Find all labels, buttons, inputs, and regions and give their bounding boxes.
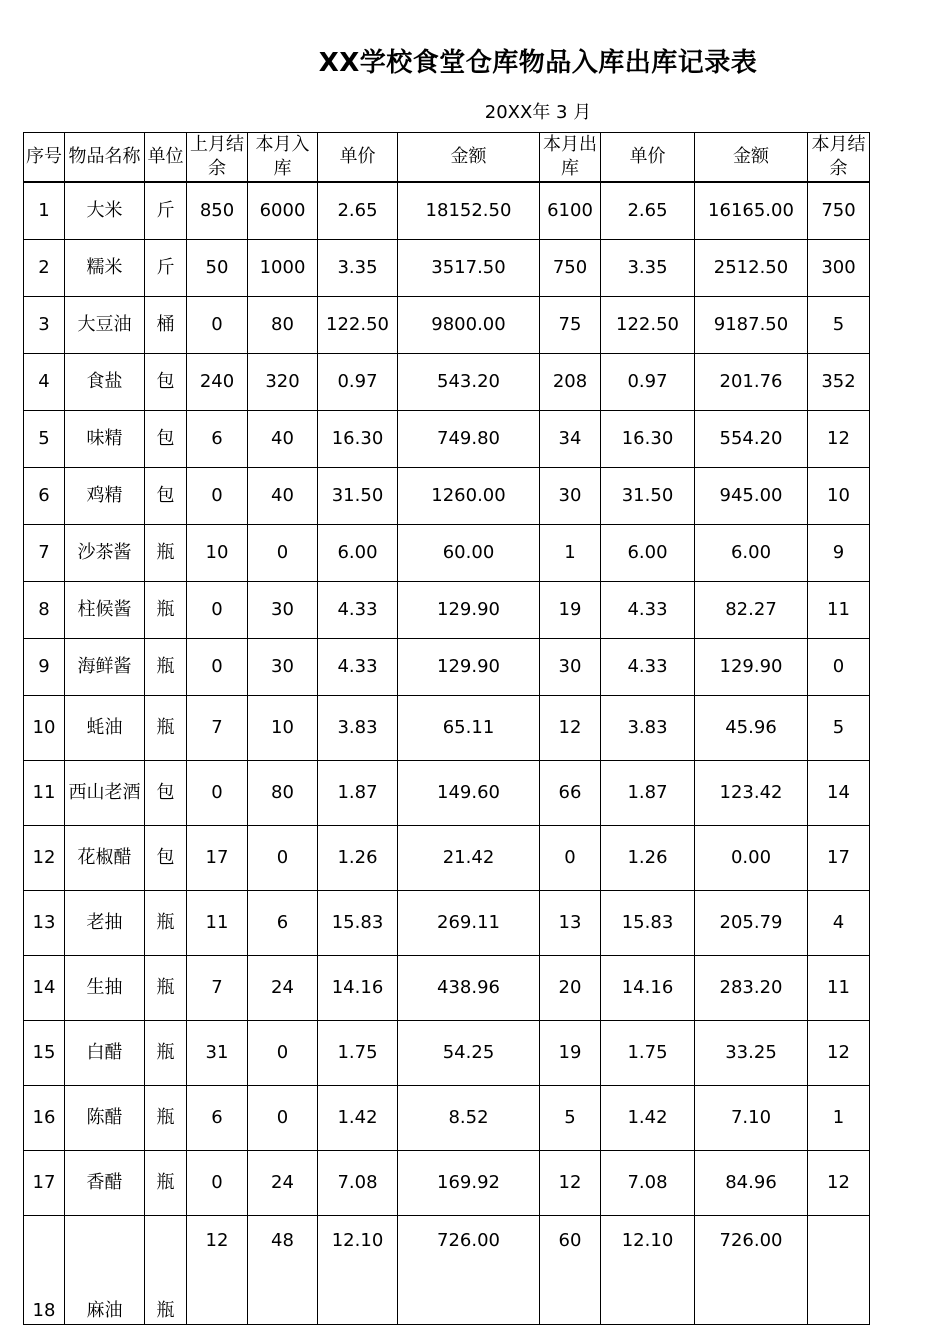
cell-stock-in: 10: [248, 696, 318, 761]
cell-index: 11: [24, 761, 65, 826]
cell-stock-out: 208: [540, 354, 601, 411]
cell-unit: 瓶: [145, 1021, 187, 1086]
cell-stock-in: 40: [248, 468, 318, 525]
cell-index: 8: [24, 582, 65, 639]
cell-out-unit-price: 3.35: [601, 240, 695, 297]
cell-last-month-balance: 17: [187, 826, 248, 891]
cell-month-balance: 11: [808, 582, 870, 639]
cell-out-unit-price: 6.00: [601, 525, 695, 582]
cell-out-unit-price: 122.50: [601, 297, 695, 354]
cell-in-unit-price: 1.75: [318, 1021, 398, 1086]
header-index: 序号: [24, 133, 65, 183]
cell-item-name: 大米: [65, 182, 145, 240]
cell-stock-out: 66: [540, 761, 601, 826]
cell-unit: 瓶: [145, 1086, 187, 1151]
cell-month-balance: [808, 1216, 870, 1325]
cell-stock-in: 24: [248, 956, 318, 1021]
cell-item-name: 大豆油: [65, 297, 145, 354]
cell-in-amount: 1260.00: [398, 468, 540, 525]
cell-out-amount: 16165.00: [695, 182, 808, 240]
cell-stock-in: 30: [248, 582, 318, 639]
cell-item-name: 味精: [65, 411, 145, 468]
cell-item-name: 白醋: [65, 1021, 145, 1086]
cell-in-unit-price: 6.00: [318, 525, 398, 582]
cell-last-month-balance: 850: [187, 182, 248, 240]
cell-index: 3: [24, 297, 65, 354]
cell-out-amount: 201.76: [695, 354, 808, 411]
cell-item-name: 麻油: [65, 1216, 145, 1325]
cell-in-unit-price: 1.26: [318, 826, 398, 891]
cell-in-unit-price: 12.10: [318, 1216, 398, 1325]
cell-in-unit-price: 3.35: [318, 240, 398, 297]
cell-unit: 瓶: [145, 1216, 187, 1325]
cell-in-amount: 129.90: [398, 639, 540, 696]
cell-stock-in: 1000: [248, 240, 318, 297]
cell-stock-out: 75: [540, 297, 601, 354]
cell-out-amount: 84.96: [695, 1151, 808, 1216]
cell-in-unit-price: 122.50: [318, 297, 398, 354]
document-date: 20XX年 3 月: [484, 102, 592, 123]
cell-in-amount: 60.00: [398, 525, 540, 582]
cell-month-balance: 4: [808, 891, 870, 956]
cell-out-amount: 2512.50: [695, 240, 808, 297]
cell-month-balance: 17: [808, 826, 870, 891]
cell-unit: 瓶: [145, 956, 187, 1021]
table-row: [24, 182, 870, 240]
cell-unit: 瓶: [145, 696, 187, 761]
cell-unit: 斤: [145, 182, 187, 240]
cell-out-amount: 82.27: [695, 582, 808, 639]
cell-stock-in: 0: [248, 1086, 318, 1151]
cell-index: 5: [24, 411, 65, 468]
cell-out-unit-price: 14.16: [601, 956, 695, 1021]
cell-index: 1: [24, 182, 65, 240]
cell-unit: 瓶: [145, 525, 187, 582]
cell-in-amount: 438.96: [398, 956, 540, 1021]
cell-last-month-balance: 0: [187, 1151, 248, 1216]
cell-out-amount: 205.79: [695, 891, 808, 956]
cell-last-month-balance: 0: [187, 582, 248, 639]
cell-out-unit-price: 1.87: [601, 761, 695, 826]
cell-index: 9: [24, 639, 65, 696]
cell-in-amount: 749.80: [398, 411, 540, 468]
cell-stock-out: 19: [540, 1021, 601, 1086]
cell-index: 6: [24, 468, 65, 525]
cell-stock-out: 13: [540, 891, 601, 956]
table-row: [24, 826, 870, 891]
cell-last-month-balance: 0: [187, 761, 248, 826]
cell-in-amount: 726.00: [398, 1216, 540, 1325]
cell-in-amount: 18152.50: [398, 182, 540, 240]
table-row: [24, 891, 870, 956]
cell-item-name: 沙茶酱: [65, 525, 145, 582]
cell-unit: 瓶: [145, 582, 187, 639]
cell-month-balance: 5: [808, 297, 870, 354]
table-row: [24, 240, 870, 297]
cell-last-month-balance: 6: [187, 411, 248, 468]
cell-in-amount: 129.90: [398, 582, 540, 639]
cell-stock-out: 0: [540, 826, 601, 891]
cell-last-month-balance: 7: [187, 696, 248, 761]
cell-in-amount: 149.60: [398, 761, 540, 826]
cell-out-unit-price: 2.65: [601, 182, 695, 240]
cell-unit: 包: [145, 826, 187, 891]
cell-month-balance: 11: [808, 956, 870, 1021]
cell-in-unit-price: 15.83: [318, 891, 398, 956]
cell-index: 17: [24, 1151, 65, 1216]
table-row: [24, 1216, 870, 1325]
cell-out-unit-price: 4.33: [601, 582, 695, 639]
cell-month-balance: 5: [808, 696, 870, 761]
cell-in-amount: 65.11: [398, 696, 540, 761]
cell-in-amount: 9800.00: [398, 297, 540, 354]
header-month-balance: 本月结余: [808, 133, 870, 183]
cell-month-balance: 9: [808, 525, 870, 582]
cell-stock-out: 12: [540, 1151, 601, 1216]
cell-index: 2: [24, 240, 65, 297]
cell-last-month-balance: 31: [187, 1021, 248, 1086]
cell-out-amount: 45.96: [695, 696, 808, 761]
cell-out-unit-price: 7.08: [601, 1151, 695, 1216]
cell-out-amount: 726.00: [695, 1216, 808, 1325]
cell-month-balance: 12: [808, 1021, 870, 1086]
cell-item-name: 西山老酒: [65, 761, 145, 826]
cell-index: 10: [24, 696, 65, 761]
cell-month-balance: 14: [808, 761, 870, 826]
header-unit: 单位: [145, 133, 187, 183]
cell-unit: 斤: [145, 240, 187, 297]
header-stock-in: 本月入库: [248, 133, 318, 183]
cell-item-name: 鸡精: [65, 468, 145, 525]
cell-stock-out: 5: [540, 1086, 601, 1151]
cell-unit: 包: [145, 411, 187, 468]
cell-out-unit-price: 12.10: [601, 1216, 695, 1325]
cell-item-name: 香醋: [65, 1151, 145, 1216]
cell-stock-in: 80: [248, 761, 318, 826]
cell-out-unit-price: 1.75: [601, 1021, 695, 1086]
table-row: [24, 525, 870, 582]
table-row: [24, 297, 870, 354]
cell-stock-in: 0: [248, 1021, 318, 1086]
table-row: [24, 1021, 870, 1086]
cell-month-balance: 352: [808, 354, 870, 411]
cell-out-unit-price: 15.83: [601, 891, 695, 956]
cell-last-month-balance: 6: [187, 1086, 248, 1151]
cell-item-name: 食盐: [65, 354, 145, 411]
cell-out-unit-price: 1.26: [601, 826, 695, 891]
table-row: [24, 411, 870, 468]
cell-in-unit-price: 3.83: [318, 696, 398, 761]
cell-last-month-balance: 10: [187, 525, 248, 582]
cell-in-unit-price: 14.16: [318, 956, 398, 1021]
document-title: XX学校食堂仓库物品入库出库记录表: [318, 48, 758, 78]
table-row: [24, 1086, 870, 1151]
cell-stock-out: 20: [540, 956, 601, 1021]
header-stock-out: 本月出库: [540, 133, 601, 183]
cell-in-unit-price: 7.08: [318, 1151, 398, 1216]
cell-out-amount: 0.00: [695, 826, 808, 891]
inventory-table: [23, 132, 870, 1325]
cell-out-amount: 554.20: [695, 411, 808, 468]
table-row: [24, 582, 870, 639]
cell-index: 4: [24, 354, 65, 411]
table-row: [24, 468, 870, 525]
table-row: [24, 956, 870, 1021]
cell-out-amount: 6.00: [695, 525, 808, 582]
header-out-amount: 金额: [695, 133, 808, 183]
cell-stock-in: 24: [248, 1151, 318, 1216]
cell-last-month-balance: 7: [187, 956, 248, 1021]
header-out-unit-price: 单价: [601, 133, 695, 183]
cell-stock-in: 30: [248, 639, 318, 696]
table-row: [24, 639, 870, 696]
cell-in-unit-price: 2.65: [318, 182, 398, 240]
cell-stock-out: 12: [540, 696, 601, 761]
cell-in-unit-price: 4.33: [318, 639, 398, 696]
cell-last-month-balance: 12: [187, 1216, 248, 1325]
cell-out-unit-price: 16.30: [601, 411, 695, 468]
cell-stock-out: 6100: [540, 182, 601, 240]
cell-stock-in: 48: [248, 1216, 318, 1325]
cell-last-month-balance: 0: [187, 297, 248, 354]
cell-stock-in: 40: [248, 411, 318, 468]
cell-item-name: 柱候酱: [65, 582, 145, 639]
cell-stock-in: 320: [248, 354, 318, 411]
cell-out-amount: 129.90: [695, 639, 808, 696]
cell-out-amount: 945.00: [695, 468, 808, 525]
cell-index: 18: [24, 1216, 65, 1325]
cell-month-balance: 12: [808, 1151, 870, 1216]
cell-unit: 瓶: [145, 891, 187, 956]
table-row: [24, 354, 870, 411]
header-item-name: 物品名称: [65, 133, 145, 183]
cell-out-unit-price: 3.83: [601, 696, 695, 761]
cell-stock-out: 750: [540, 240, 601, 297]
cell-item-name: 糯米: [65, 240, 145, 297]
cell-in-amount: 21.42: [398, 826, 540, 891]
cell-out-unit-price: 0.97: [601, 354, 695, 411]
cell-index: 15: [24, 1021, 65, 1086]
cell-index: 16: [24, 1086, 65, 1151]
cell-month-balance: 0: [808, 639, 870, 696]
cell-stock-out: 60: [540, 1216, 601, 1325]
table-row: [24, 761, 870, 826]
cell-last-month-balance: 0: [187, 468, 248, 525]
cell-last-month-balance: 50: [187, 240, 248, 297]
cell-stock-in: 6: [248, 891, 318, 956]
cell-month-balance: 750: [808, 182, 870, 240]
cell-out-amount: 7.10: [695, 1086, 808, 1151]
cell-index: 12: [24, 826, 65, 891]
cell-out-unit-price: 1.42: [601, 1086, 695, 1151]
cell-item-name: 陈醋: [65, 1086, 145, 1151]
cell-month-balance: 12: [808, 411, 870, 468]
cell-in-amount: 269.11: [398, 891, 540, 956]
cell-in-amount: 3517.50: [398, 240, 540, 297]
cell-unit: 包: [145, 761, 187, 826]
header-row: [24, 133, 870, 183]
cell-stock-out: 19: [540, 582, 601, 639]
cell-in-unit-price: 1.42: [318, 1086, 398, 1151]
header-last-month-balance: 上月结余: [187, 133, 248, 183]
cell-in-amount: 54.25: [398, 1021, 540, 1086]
cell-stock-in: 0: [248, 525, 318, 582]
cell-unit: 包: [145, 354, 187, 411]
cell-stock-in: 6000: [248, 182, 318, 240]
cell-month-balance: 300: [808, 240, 870, 297]
cell-out-amount: 33.25: [695, 1021, 808, 1086]
cell-last-month-balance: 11: [187, 891, 248, 956]
cell-stock-out: 1: [540, 525, 601, 582]
cell-in-amount: 543.20: [398, 354, 540, 411]
cell-index: 13: [24, 891, 65, 956]
cell-index: 14: [24, 956, 65, 1021]
cell-item-name: 蚝油: [65, 696, 145, 761]
cell-stock-out: 30: [540, 639, 601, 696]
cell-out-unit-price: 4.33: [601, 639, 695, 696]
cell-stock-out: 34: [540, 411, 601, 468]
cell-unit: 瓶: [145, 639, 187, 696]
cell-item-name: 生抽: [65, 956, 145, 1021]
cell-out-amount: 283.20: [695, 956, 808, 1021]
cell-in-unit-price: 1.87: [318, 761, 398, 826]
cell-month-balance: 10: [808, 468, 870, 525]
cell-item-name: 海鲜酱: [65, 639, 145, 696]
cell-stock-out: 30: [540, 468, 601, 525]
cell-in-unit-price: 31.50: [318, 468, 398, 525]
table-row: [24, 1151, 870, 1216]
cell-in-unit-price: 4.33: [318, 582, 398, 639]
header-in-amount: 金额: [398, 133, 540, 183]
cell-index: 7: [24, 525, 65, 582]
cell-unit: 瓶: [145, 1151, 187, 1216]
cell-stock-in: 0: [248, 826, 318, 891]
cell-in-amount: 8.52: [398, 1086, 540, 1151]
cell-stock-in: 80: [248, 297, 318, 354]
record-sheet: [23, 132, 869, 1321]
cell-in-unit-price: 0.97: [318, 354, 398, 411]
cell-last-month-balance: 0: [187, 639, 248, 696]
cell-out-unit-price: 31.50: [601, 468, 695, 525]
table-row: [24, 696, 870, 761]
table-body: [24, 133, 870, 1325]
cell-month-balance: 1: [808, 1086, 870, 1151]
cell-out-amount: 123.42: [695, 761, 808, 826]
cell-item-name: 花椒醋: [65, 826, 145, 891]
cell-in-unit-price: 16.30: [318, 411, 398, 468]
cell-unit: 桶: [145, 297, 187, 354]
cell-unit: 包: [145, 468, 187, 525]
header-in-unit-price: 单价: [318, 133, 398, 183]
cell-in-amount: 169.92: [398, 1151, 540, 1216]
cell-out-amount: 9187.50: [695, 297, 808, 354]
cell-item-name: 老抽: [65, 891, 145, 956]
cell-last-month-balance: 240: [187, 354, 248, 411]
